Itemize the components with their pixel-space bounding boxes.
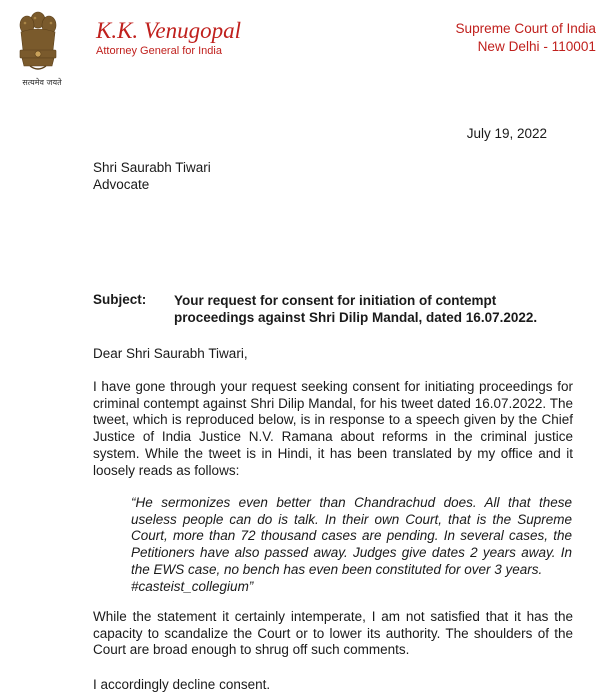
salutation: Dear Shri Saurabh Tiwari,	[93, 346, 248, 361]
recipient-block	[93, 159, 211, 193]
subject-text: Your request for consent for initiation of contempt proceedings against Shri Dilip Mandal, dated 16.07.2022.	[174, 293, 538, 325]
address-line-2: New Delhi - 110001	[477, 39, 596, 54]
letter-date: July 19, 2022	[466, 126, 547, 141]
subject-label: Subject:	[93, 292, 147, 307]
body-paragraph-1: I have gone through your request seeking consent for initiating proceedings for criminal contempt against Shri Dilip Mandal, for his tweet dated 16.07.2022. The tweet, which is reproduced below, is in response to a speech given by the Chief Justice of India Justice N.V. Ramana about reforms in the criminal justice system. While the tweet is in Hindi, it has been translated by my office and it loosely reads as follows:	[93, 379, 573, 478]
closing-line: I accordingly decline consent.	[93, 677, 271, 692]
recipient-name: Shri Saurabh Tiwari	[93, 160, 211, 175]
recipient-designation: Advocate	[93, 177, 150, 192]
body-paragraph-2: While the statement it certainly intemperate, I am not satisfied that it has the capacity to scandalize the Court or to lower its authority. The shoulders of the Court are broad enough to shrug off such comments.	[93, 609, 573, 658]
sender-office: Attorney General for India	[96, 45, 222, 57]
sender-name: K.K. Venugopal	[96, 18, 242, 43]
address-line-1: Supreme Court of India	[455, 21, 596, 36]
quoted-tweet	[131, 495, 572, 595]
quoted-tweet-hashtag: #casteist_collegium”	[131, 578, 254, 594]
sender-address	[455, 20, 596, 56]
emblem-motto: सत्यमेव जयते	[22, 78, 62, 87]
quoted-tweet-text: “He sermonizes even better than Chandrachud does. All that these useless people can do is talk. In their own Court, that is the Supreme Court, more than 72 thousand cases are pending. In several cases, the Petitioners have also passed away. Judges give dates 2 years away. In the EWS case, no bench has even been constituted for over 3 years.	[131, 495, 572, 577]
